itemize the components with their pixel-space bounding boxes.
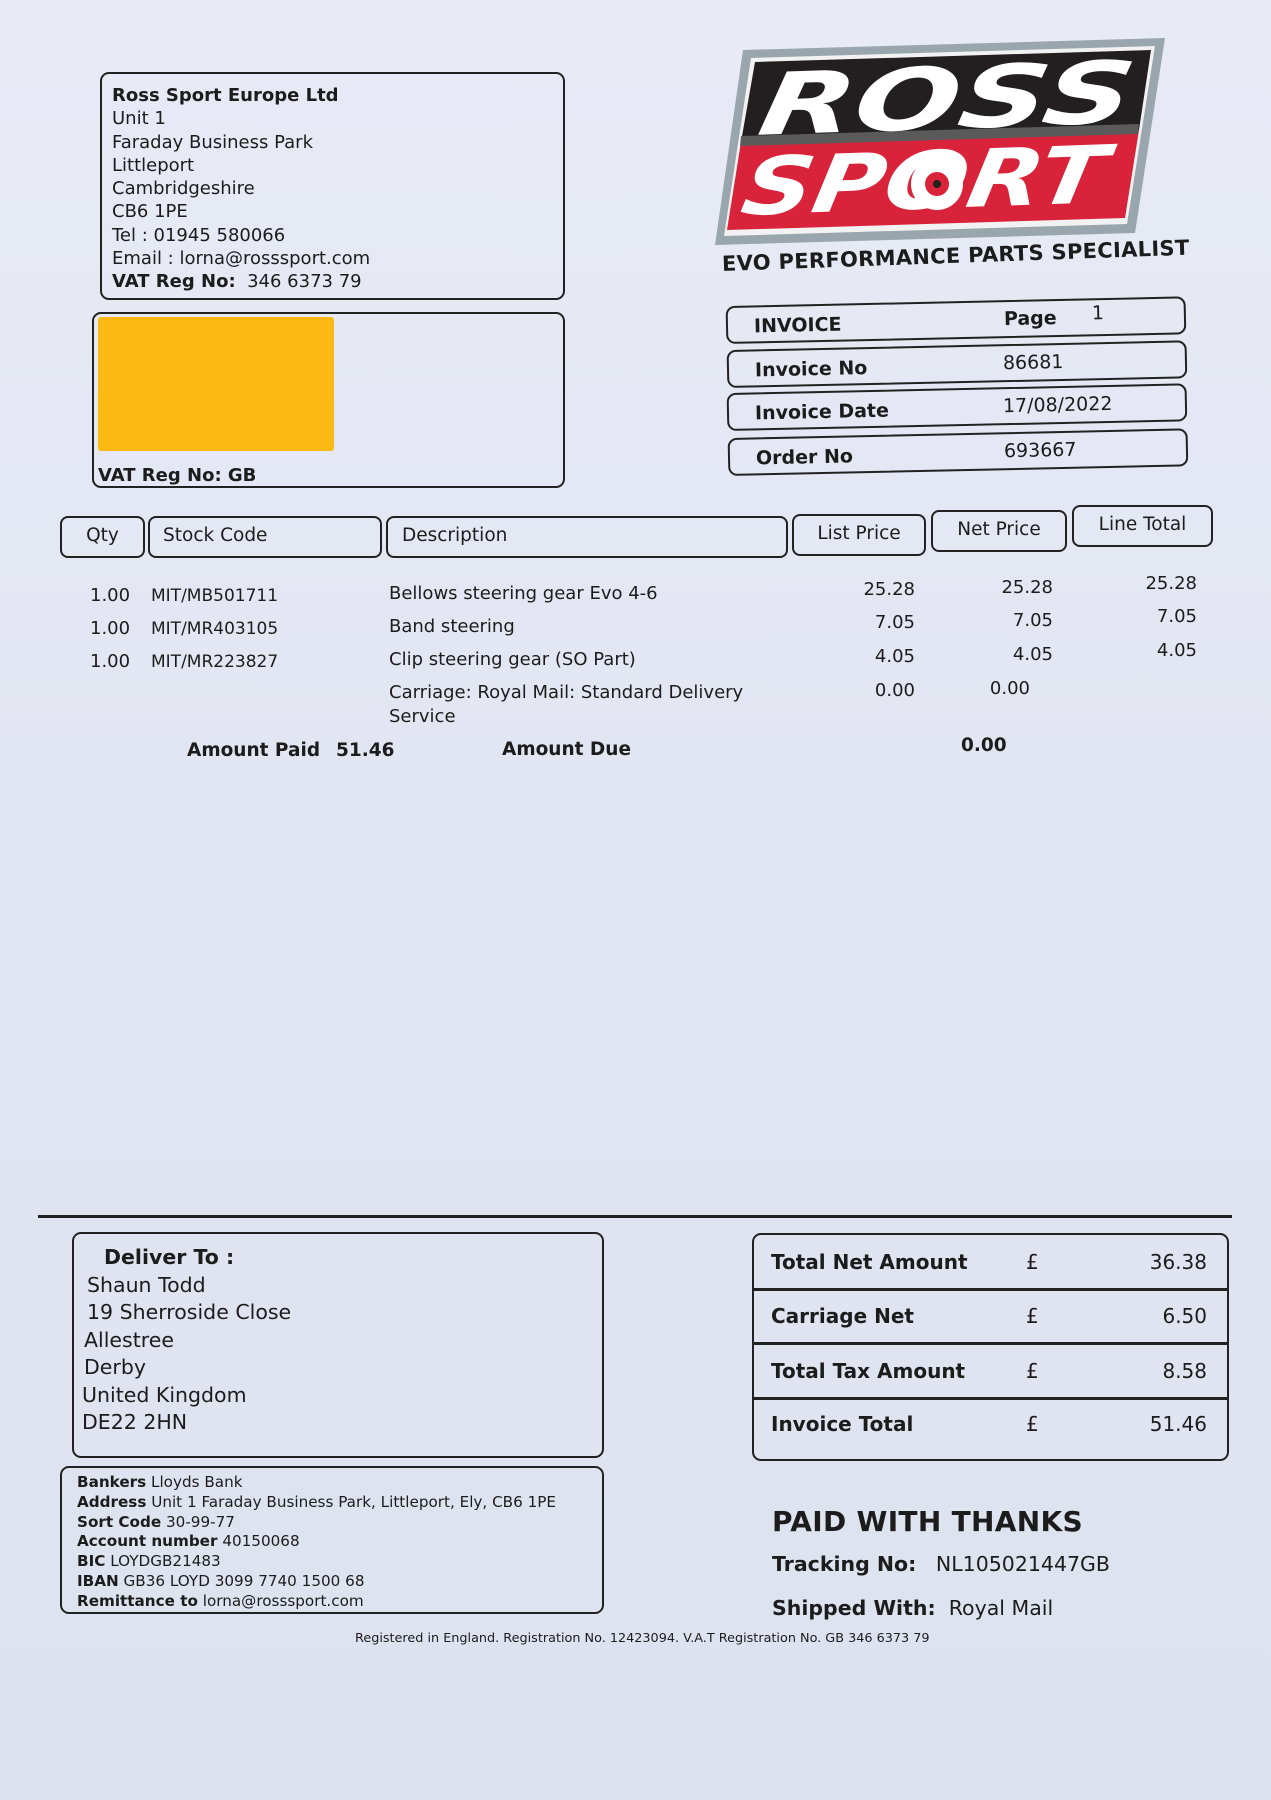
- header-description: [386, 516, 788, 558]
- deliver-to-line: United Kingdom: [82, 1382, 247, 1407]
- header-qty-label: Qty: [86, 525, 119, 546]
- row-code: MIT/MR403105: [151, 619, 279, 639]
- seller-address-line: Unit 1: [112, 108, 166, 130]
- bank-remit-value: lorna@rosssport.com: [202, 1591, 364, 1610]
- seller-tel: Tel : 01945 580066: [112, 224, 286, 246]
- row-net: 7.05: [1012, 610, 1053, 631]
- seller-vat-value: 346 6373 79: [247, 271, 362, 293]
- row-code: MIT/MB501711: [151, 586, 279, 606]
- header-stock-code: [148, 516, 382, 558]
- bank-bic-value: LOYDGB21483: [110, 1552, 221, 1571]
- bank-sort-value: 30-99-77: [166, 1512, 235, 1531]
- seller-address-line: Cambridgeshire: [112, 178, 255, 200]
- carriage-net-label: Carriage Net: [771, 1304, 914, 1328]
- header-list-price-label: List Price: [817, 523, 901, 544]
- seller-address-line: Littleport: [112, 154, 195, 176]
- invoice-total-row: [754, 1397, 1227, 1450]
- invoice-no-value: 86681: [1002, 350, 1064, 375]
- deliver-to-line: Allestree: [84, 1327, 174, 1352]
- redaction-block: [98, 317, 334, 451]
- page-label: Page: [1003, 307, 1057, 331]
- bank-account: [77, 1532, 556, 1552]
- invoice-no-label: Invoice No: [754, 357, 868, 382]
- header-qty: [60, 516, 145, 558]
- registration-footer: Registered in England. Registration No. 12423094. V.A.T Registration No. GB 346 6373 79: [355, 1631, 930, 1646]
- total-tax-value: 8.58: [1162, 1359, 1207, 1383]
- carriage-desc-line1: Carriage: Royal Mail: Standard Delivery: [389, 682, 744, 703]
- deliver-to-line: DE22 2HN: [82, 1410, 188, 1434]
- carriage-net: 0.00: [989, 678, 1030, 699]
- row-total: 4.05: [1156, 640, 1197, 661]
- row-net: 4.05: [1012, 644, 1053, 665]
- total-net-label: Total Net Amount: [771, 1250, 968, 1274]
- bank-iban-value: GB36 LOYD 3099 7740 1500 68: [123, 1571, 365, 1590]
- row-total: 25.28: [1145, 573, 1197, 594]
- total-net-value: 36.38: [1149, 1250, 1207, 1274]
- seller-name: Ross Sport Europe Ltd: [112, 85, 339, 106]
- tracking-line: [772, 1552, 1110, 1576]
- invoice-date-value: 17/08/2022: [1002, 392, 1113, 418]
- ross-sport-logo: [715, 38, 1170, 248]
- bank-address: [77, 1493, 556, 1513]
- invoice-no-row: [727, 340, 1188, 388]
- carriage-net-value: 6.50: [1162, 1304, 1207, 1328]
- header-net-price-label: Net Price: [957, 519, 1041, 540]
- row-net: 25.28: [1001, 577, 1053, 598]
- row-list: 4.05: [874, 646, 915, 667]
- header-line-total-label: Line Total: [1098, 514, 1187, 535]
- bank-address-value: Unit 1 Faraday Business Park, Littleport, Ely, CB6 1PE: [151, 1492, 557, 1511]
- order-no-value: 693667: [1003, 438, 1077, 463]
- invoice-title: INVOICE: [753, 313, 842, 338]
- deliver-to-box: [72, 1232, 604, 1458]
- row-list: 7.05: [874, 612, 915, 633]
- seller-vat: [112, 270, 370, 293]
- turbo-icon: [911, 158, 963, 210]
- bank-account-label: Account number: [77, 1532, 218, 1551]
- bank-account-value: 40150068: [222, 1532, 300, 1551]
- shipped-with-line: [772, 1596, 1053, 1620]
- bank-bic: [77, 1552, 556, 1572]
- seller-address-line: CB6 1PE: [112, 201, 188, 223]
- total-tax-label: Total Tax Amount: [771, 1359, 966, 1383]
- total-net-currency: £: [1026, 1250, 1039, 1274]
- invoice-total-label: Invoice Total: [771, 1412, 914, 1436]
- invoice-total-value: 51.46: [1149, 1412, 1207, 1436]
- seller-email: Email : lorna@rosssport.com: [112, 248, 371, 270]
- carriage-desc-line2: Service: [389, 706, 456, 727]
- total-net-row: [754, 1235, 1227, 1288]
- header-description-label: Description: [402, 525, 508, 546]
- bank-details-box: [60, 1466, 604, 1614]
- row-qty: 1.00: [90, 618, 131, 639]
- carriage-net-row: [754, 1289, 1227, 1342]
- row-list: 25.28: [863, 579, 915, 600]
- invoice-total-currency: £: [1026, 1412, 1039, 1436]
- amount-due-label: Amount Due: [502, 739, 632, 760]
- customer-address-box: [92, 312, 565, 488]
- logo-word-ross: ROSS: [751, 45, 1032, 156]
- bank-bankers: [77, 1473, 556, 1493]
- bank-sort-code: [77, 1513, 556, 1533]
- bank-bankers-label: Bankers: [77, 1473, 147, 1491]
- seller-address-box: [100, 72, 565, 300]
- header-net-price: [931, 510, 1067, 552]
- order-no-label: Order No: [755, 445, 854, 470]
- shipped-label: Shipped With:: [772, 1596, 936, 1620]
- carriage-list: 0.00: [874, 680, 915, 701]
- bank-iban-label: IBAN: [77, 1571, 119, 1590]
- header-stock-code-label: Stock Code: [163, 525, 268, 546]
- carriage-net-currency: £: [1026, 1304, 1039, 1328]
- invoice-title-row: [726, 296, 1187, 344]
- row-qty: 1.00: [90, 651, 131, 672]
- shipped-value: Royal Mail: [948, 1596, 1054, 1620]
- header-list-price: [792, 514, 926, 556]
- seller-address-line: Faraday Business Park: [112, 131, 313, 153]
- row-code: MIT/MR223827: [151, 652, 279, 672]
- bank-remittance: [77, 1592, 556, 1612]
- deliver-to-title: Deliver To :: [104, 1245, 235, 1269]
- amount-due-value: 0.00: [961, 735, 1007, 756]
- row-total: 7.05: [1156, 606, 1197, 627]
- section-divider: [38, 1215, 1232, 1218]
- bank-bankers-value: Lloyds Bank: [151, 1473, 243, 1491]
- amount-paid-value: 51.46: [336, 740, 395, 761]
- tracking-value: NL105021447GB: [935, 1552, 1110, 1576]
- customer-vat-label: VAT Reg No: GB: [98, 465, 257, 486]
- bank-address-label: Address: [77, 1492, 147, 1511]
- invoice-date-label: Invoice Date: [754, 399, 890, 425]
- bank-iban: [77, 1572, 556, 1592]
- invoice-date-row: [727, 383, 1188, 431]
- row-qty: 1.00: [90, 585, 131, 606]
- total-tax-currency: £: [1026, 1359, 1039, 1383]
- logo-tagline: EVO PERFORMANCE PARTS SPECIALIST: [721, 235, 1190, 276]
- seller-vat-label: VAT Reg No:: [112, 271, 236, 293]
- paid-with-thanks: PAID WITH THANKS: [772, 1505, 1083, 1538]
- bank-remit-label: Remittance to: [77, 1591, 198, 1610]
- row-desc: Bellows steering gear Evo 4-6: [389, 583, 658, 604]
- bank-bic-label: BIC: [77, 1552, 106, 1571]
- row-desc: Clip steering gear (SO Part): [389, 649, 636, 670]
- logo-word-sport: SPORT: [735, 131, 1051, 235]
- order-no-row: [728, 428, 1189, 476]
- tracking-label: Tracking No:: [772, 1552, 917, 1576]
- total-tax-row: [754, 1344, 1227, 1397]
- deliver-to-line: Derby: [84, 1355, 146, 1379]
- deliver-to-line: Shaun Todd: [87, 1272, 206, 1297]
- amount-paid-label: Amount Paid: [187, 740, 321, 761]
- deliver-to-line: 19 Sherroside Close: [87, 1300, 292, 1324]
- bank-sort-label: Sort Code: [77, 1512, 162, 1531]
- page-value: 1: [1091, 302, 1105, 325]
- header-line-total: [1072, 505, 1213, 547]
- totals-box: [752, 1233, 1229, 1461]
- row-desc: Band steering: [389, 616, 515, 637]
